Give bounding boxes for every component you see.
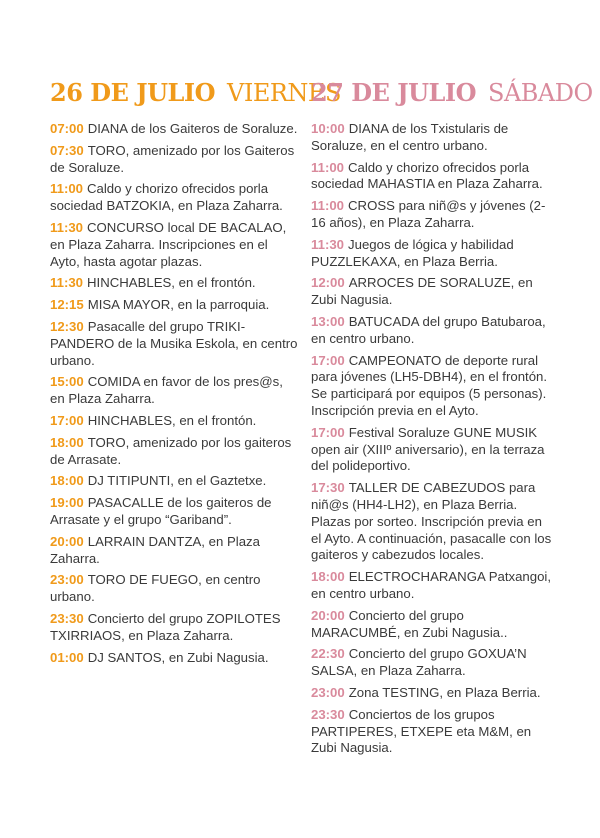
event-time: 18:00 xyxy=(311,569,345,585)
event-item xyxy=(311,353,553,420)
event-item xyxy=(311,275,553,309)
event-item xyxy=(50,572,300,606)
event-time: 12:15 xyxy=(50,297,84,313)
event-description: Concierto del grupo ZOPILOTES TXIRRIAOS, en Plaza Zaharra. xyxy=(50,610,281,643)
event-description: ELECTROCHARANGA Patxangoi, en centro urbano. xyxy=(311,569,552,601)
event-time: 18:00 xyxy=(50,434,84,450)
event-description: Concierto del grupo GOXUA’N SALSA, en Plaza Zaharra. xyxy=(311,646,527,679)
event-time: 23:30 xyxy=(50,610,84,626)
event-description: DIANA de los Txistularis de Soraluze, en el centro urbano. xyxy=(311,121,509,153)
saturday-event-list xyxy=(311,121,553,762)
event-item xyxy=(311,425,553,475)
event-description: DIANA de los Gaiteros de Soraluze. xyxy=(87,121,298,136)
event-time: 17:00 xyxy=(50,412,84,428)
event-description: COMIDA en favor de los pres@s, en Plaza Zaharra. xyxy=(50,374,283,407)
event-time: 20:00 xyxy=(311,607,345,623)
friday-date: 26 DE JULIO xyxy=(50,78,216,107)
event-description: CROSS para niñ@s y jóvenes (2-16 años), en Plaza Zaharra. xyxy=(311,198,546,230)
event-time: 22:30 xyxy=(311,646,345,662)
event-item xyxy=(50,435,300,469)
event-item xyxy=(50,495,300,529)
event-time: 10:00 xyxy=(311,121,345,136)
event-item xyxy=(50,319,300,369)
event-time: 01:00 xyxy=(50,649,84,665)
event-description: TORO, amenizado por los gaiteros de Arrasate. xyxy=(50,434,292,467)
event-description: HINCHABLES, en el frontón. xyxy=(87,275,256,291)
event-time: 11:00 xyxy=(50,181,84,197)
event-item xyxy=(50,611,300,645)
event-time: 23:30 xyxy=(311,706,345,722)
friday-heading xyxy=(50,78,341,107)
event-description: TALLER DE CABEZUDOS para niñ@s (HH4-LH2), en Plaza Berria. Plazas por sorteo. Inscripción previa en el Ayto. A continuación, pasacalle con los gaiteros y cabezudos locales. xyxy=(311,480,552,563)
event-description: MISA MAYOR, en la parroquia. xyxy=(87,297,270,313)
event-time: 18:00 xyxy=(50,473,84,489)
event-item xyxy=(50,275,300,292)
event-item xyxy=(50,121,300,138)
event-description: Festival Soraluze GUNE MUSIK open air (XIIIº aniversario), en la terraza del polideportivo. xyxy=(311,424,545,474)
event-description: LARRAIN DANTZA, en Plaza Zaharra. xyxy=(50,533,260,566)
event-time: 11:30 xyxy=(311,236,345,252)
event-time: 07:00 xyxy=(50,121,84,136)
event-description: DJ SANTOS, en Zubi Nagusia. xyxy=(87,649,269,665)
friday-event-list xyxy=(50,121,300,671)
event-item xyxy=(311,237,553,271)
event-item xyxy=(311,314,553,348)
event-description: Zona TESTING, en Plaza Berria. xyxy=(348,684,541,700)
event-time: 17:30 xyxy=(311,480,345,496)
event-item xyxy=(50,374,300,408)
event-item xyxy=(311,480,553,564)
friday-weekday: VIERNES xyxy=(227,79,341,107)
saturday-date: 27 DE JULIO xyxy=(311,78,477,107)
event-time: 23:00 xyxy=(311,684,345,700)
event-time: 11:30 xyxy=(50,275,84,291)
event-time: 15:00 xyxy=(50,374,84,390)
event-item xyxy=(50,220,300,270)
event-description: HINCHABLES, en el frontón. xyxy=(87,412,257,428)
event-description: TORO DE FUEGO, en centro urbano. xyxy=(50,572,261,605)
event-item xyxy=(311,608,553,642)
event-description: CAMPEONATO de deporte rural para jóvenes (LH5-DBH4), en el frontón. Se participará por equipos (5 personas). Inscripción previa en el Ayto. xyxy=(311,352,548,418)
event-item xyxy=(311,160,553,194)
event-time: 20:00 xyxy=(50,533,84,549)
event-item xyxy=(311,707,553,757)
event-item xyxy=(50,413,300,430)
event-item xyxy=(311,685,553,702)
event-time: 19:00 xyxy=(50,495,84,511)
event-time: 12:30 xyxy=(50,318,84,334)
event-description: Caldo y chorizo ofrecidos porla sociedad MAHASTIA en Plaza Zaharra. xyxy=(311,159,543,192)
event-description: ARROCES DE SORALUZE, en Zubi Nagusia. xyxy=(311,275,533,308)
event-description: Pasacalle del grupo TRIKI-PANDERO de la Musika Eskola, en centro urbano. xyxy=(50,318,298,368)
event-time: 12:00 xyxy=(311,275,345,291)
event-description: Caldo y chorizo ofrecidos porla sociedad BATZOKIA, en Plaza Zaharra. xyxy=(50,181,283,214)
event-description: DJ TITIPUNTI, en el Gaztetxe. xyxy=(87,473,267,489)
saturday-weekday: SÁBADO xyxy=(488,79,593,107)
event-description: BATUCADA del grupo Batubaroa, en centro urbano. xyxy=(311,313,546,346)
event-description: Conciertos de los grupos PARTIPERES, ETXEPE eta M&M, en Zubi Nagusia. xyxy=(311,706,532,756)
event-time: 11:30 xyxy=(50,219,84,235)
event-description: Juegos de lógica y habilidad PUZZLEKAXA, en Plaza Berria. xyxy=(311,236,514,269)
event-item xyxy=(50,297,300,314)
event-description: TORO, amenizado por los Gaiteros de Soraluze. xyxy=(50,142,295,175)
event-item xyxy=(50,473,300,490)
event-description: CONCURSO local DE BACALAO, en Plaza Zaharra. Inscripciones en el Ayto, hasta agotar plazas. xyxy=(50,219,287,269)
event-item xyxy=(311,569,553,603)
event-time: 23:00 xyxy=(50,572,84,588)
event-time: 17:00 xyxy=(311,352,345,368)
event-time: 17:00 xyxy=(311,424,345,440)
saturday-heading xyxy=(311,78,593,107)
event-item xyxy=(50,534,300,568)
event-description: Concierto del grupo MARACUMBÉ, en Zubi Nagusia.. xyxy=(311,607,508,640)
event-item xyxy=(311,121,553,155)
event-time: 07:30 xyxy=(50,142,84,158)
event-item xyxy=(50,181,300,215)
event-item xyxy=(311,198,553,232)
event-description: PASACALLE de los gaiteros de Arrasate y el grupo “Gariband”. xyxy=(50,495,272,527)
event-item xyxy=(311,646,553,680)
event-item xyxy=(50,650,300,667)
event-time: 11:00 xyxy=(311,198,345,214)
event-time: 13:00 xyxy=(311,313,345,329)
event-time: 11:00 xyxy=(311,159,345,175)
event-item xyxy=(50,143,300,177)
